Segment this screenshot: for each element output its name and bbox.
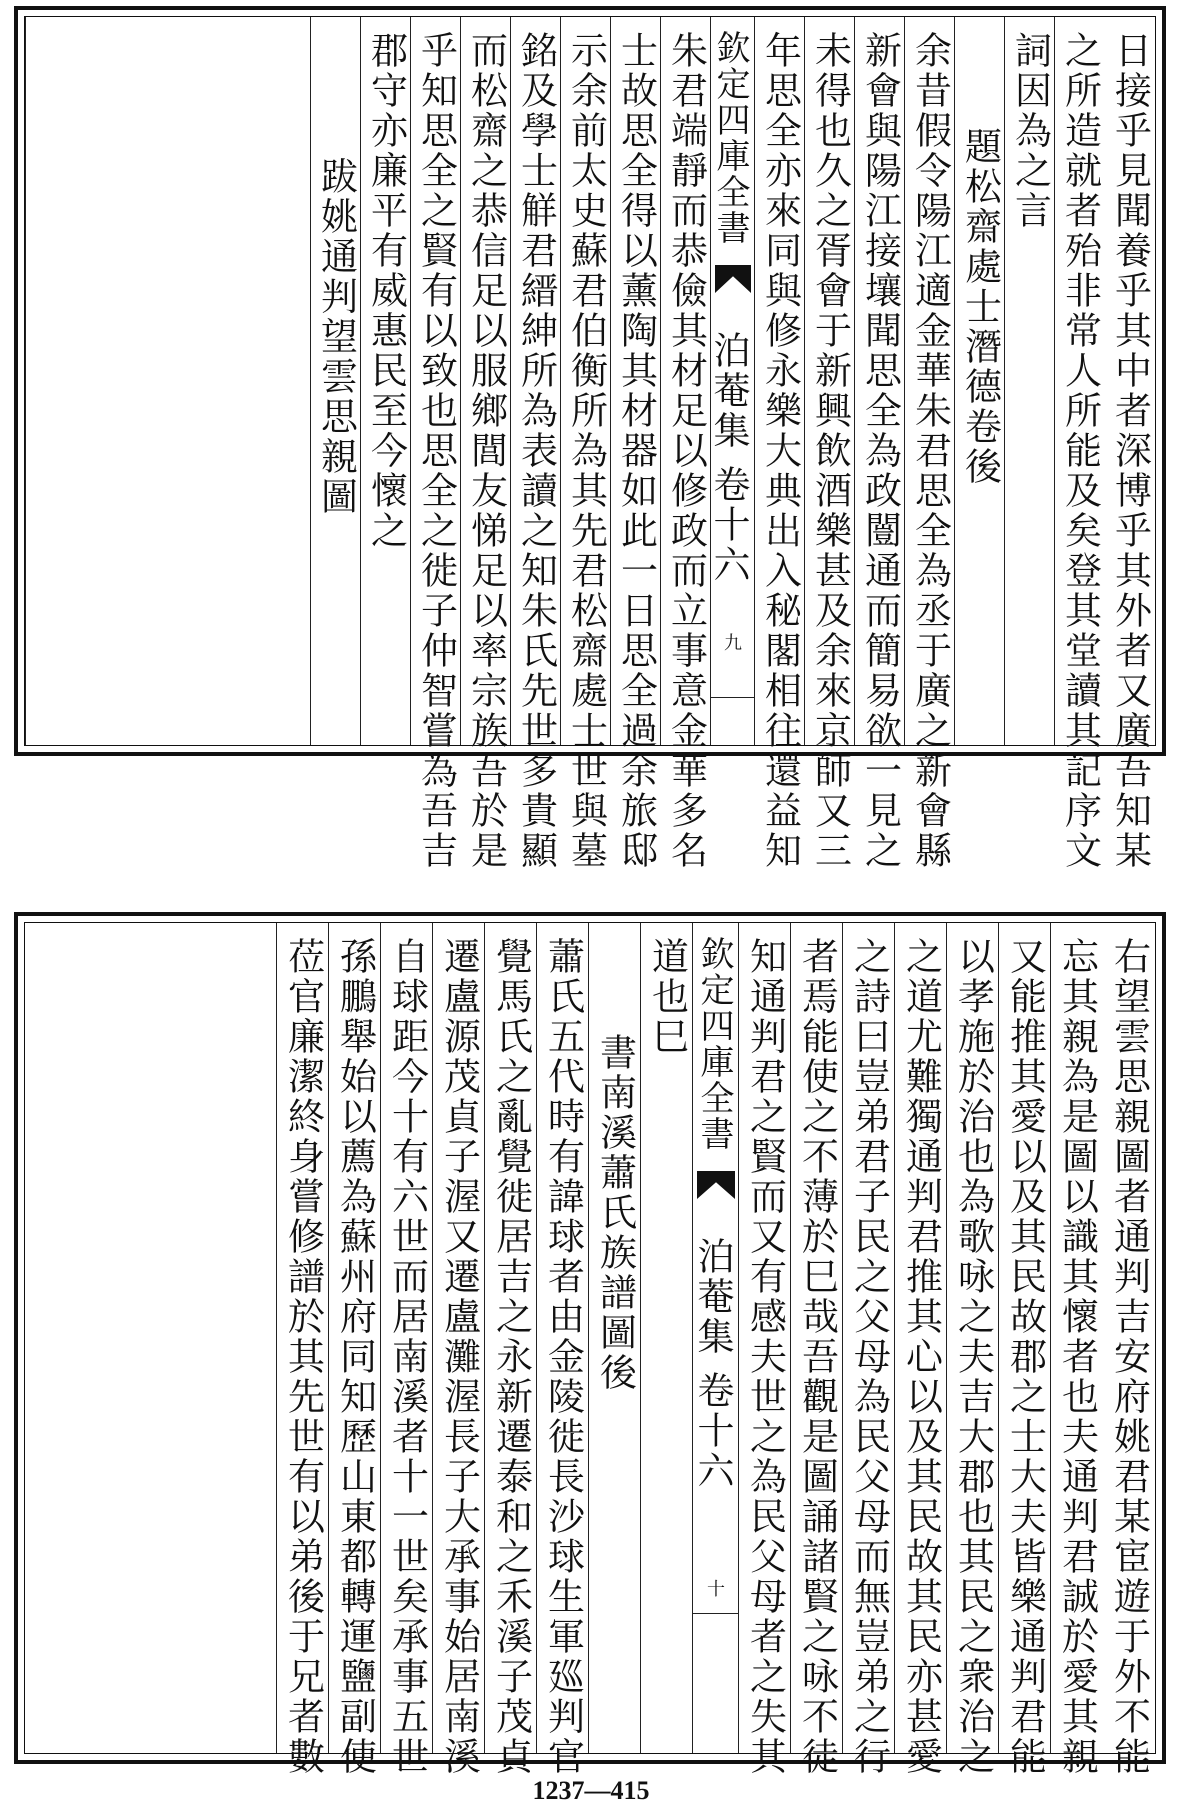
top-col-16-heading: 跋姚通判望雲思親圖: [310, 17, 361, 745]
top-col-1: 日接乎見聞養乎其中者深博乎其外者又廣吾知某: [1108, 31, 1152, 871]
bottom-fold-fish-tail: [697, 1171, 735, 1199]
bottom-col-12: 覺馬氏之亂覺徙居吉之永新遷泰和之禾溪子茂貞: [484, 923, 537, 1753]
top-fold-page-number: 九: [724, 633, 742, 654]
top-col-5: 余昔假令陽江適金華朱君思全為丞于廣之新會縣: [904, 17, 955, 745]
top-col-11: 示余前太史蘇君伯衡所為其先君松齋處士世與墓: [560, 17, 611, 745]
bottom-col-3: 又能推其愛以及其民故郡之士大夫皆樂通判君能: [998, 923, 1051, 1753]
bottom-fold-book-name: 泊菴集卷十六: [691, 1237, 734, 1491]
bottom-col-10-heading: 書南溪蕭氏族譜圖後: [588, 923, 641, 1753]
bottom-col-1: 右望雲思親圖者通判吉安府姚君某宦遊于外不能: [1107, 937, 1151, 1777]
top-col-8: 年思全亦來同與修永樂大典出入秘閣相往還益知: [754, 17, 805, 745]
bottom-fold-divider: [693, 1613, 739, 1614]
top-col-10: 士故思全得以薰陶其材器如此一日思全過余旅邸: [610, 17, 661, 745]
bottom-col-6: 之詩曰豈弟君子民之父母為民父母而無豈弟之行: [842, 923, 895, 1753]
top-fold-fish-tail: [715, 265, 751, 293]
top-col-3: 詞因為之言: [1004, 17, 1055, 745]
top-col-4-heading: 題松齋處士潛德卷後: [954, 17, 1005, 745]
bottom-fold-page-number: 十: [707, 1579, 725, 1600]
top-page: [14, 6, 1166, 871]
top-col-12: 銘及學士觧君縉紳所為表讀之知朱氏先世多貴顯: [510, 17, 561, 745]
bottom-col-13: 遷盧源茂貞子渥又遷盧灘渥長子大承事始居南溪: [432, 923, 485, 1753]
top-col-empty: [25, 17, 311, 745]
top-col-2: 之所造就者殆非常人所能及矣登其堂讀其記序文: [1054, 17, 1105, 745]
top-fold-divider: [711, 697, 755, 698]
top-col-15: 郡守亦廉平有威惠民至今懷之: [360, 17, 411, 745]
bottom-col-7: 者焉能使之不薄於巳哉吾觀是圖誦諸賢之咏不徒: [790, 923, 843, 1753]
top-fold-title: 欽定四庫全書: [710, 30, 750, 246]
bottom-page: [14, 912, 1166, 1777]
bottom-col-9: 道也巳: [640, 923, 693, 1753]
bottom-col-4: 以孝施於治也為歌咏之夫吉大郡也其民之衆治之: [946, 923, 999, 1753]
bottom-fold-column: [692, 923, 739, 1753]
bottom-col-2: 忘其親為是圖以識其懷者也夫通判君誠於愛其親: [1050, 923, 1103, 1753]
top-col-13: 而松齋之恭信足以服鄉閭友悌足以率宗族吾於是: [460, 17, 511, 745]
top-col-6: 新會與陽江接壤聞思全為政闓通而簡易欲一見之: [854, 17, 905, 745]
bottom-col-11: 蕭氏五代時有諱球者由金陵徙長沙球生軍廵判官: [536, 923, 589, 1753]
bottom-col-8: 知通判君之賢而又有感夫世之為民父母者之失其: [738, 923, 791, 1753]
footer-page-code: 1237—415: [532, 1776, 650, 1805]
bottom-col-14: 自球距今十有六世而居南溪者十一世矣承事五世: [380, 923, 433, 1753]
top-page-frame: [24, 16, 1156, 871]
top-col-9: 朱君端靜而恭儉其材足以修政而立事意金華多名: [660, 17, 711, 745]
top-fold-book-name: 泊菴集卷十六: [707, 331, 750, 585]
top-col-14: 乎知思全之賢有以致也思全之徙子仲智嘗為吾吉: [410, 17, 461, 745]
top-fold-column: [707, 17, 755, 745]
bottom-col-16: 莅官廉潔終身嘗修譜於其先世有以弟後于兄者數: [276, 923, 329, 1753]
bottom-fold-title: 欽定四庫全書: [694, 936, 734, 1152]
bottom-col-5: 之道尤難獨通判君推其心以及其民故其民亦甚愛: [894, 923, 947, 1753]
top-col-7: 未得也久之胥會于新興飲酒樂甚及余來京師又三: [804, 17, 855, 745]
bottom-page-frame: [24, 922, 1156, 1777]
bottom-col-15: 孫鵬舉始以薦為蘇州府同知歷山東都轉運鹽副使: [328, 923, 381, 1753]
